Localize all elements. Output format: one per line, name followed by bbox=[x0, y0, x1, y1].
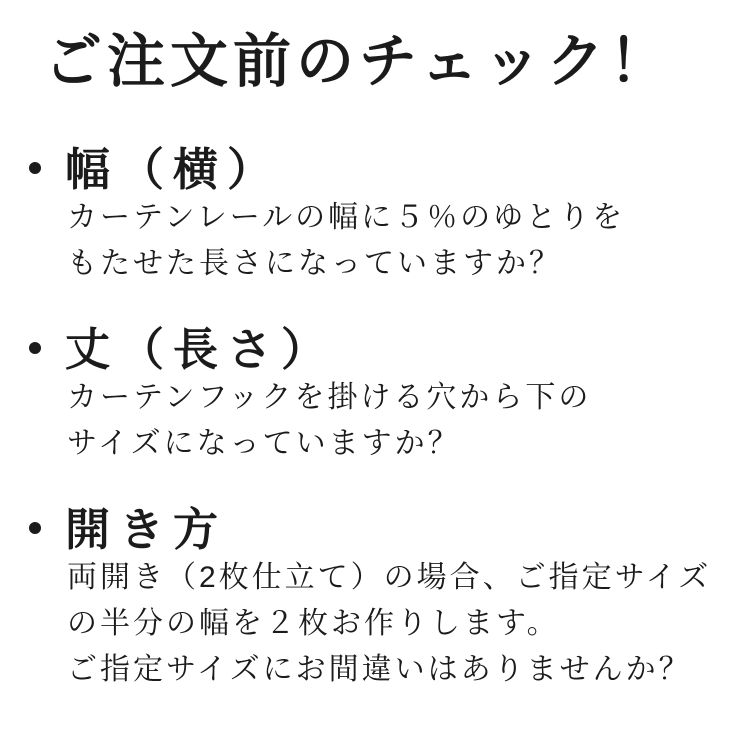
section-opening-style bbox=[65, 505, 711, 693]
body-line: カーテンレールの幅に５％のゆとりを bbox=[67, 201, 626, 234]
bullet-dot-icon bbox=[29, 162, 41, 174]
body-line: もたせた長さになっていますか？ bbox=[67, 247, 562, 280]
body-line: サイズになっていますか？ bbox=[67, 427, 461, 460]
section-opening-style-heading: 開き方 bbox=[65, 504, 228, 555]
section-opening-style-body bbox=[65, 555, 711, 693]
section-length-body bbox=[65, 375, 591, 467]
page-title: ご注文前のチェック！ bbox=[44, 29, 673, 94]
body-line: カーテンフックを掛ける穴から下の bbox=[67, 381, 592, 414]
body-line: 両開き（2枚仕立て）の場合、ご指定サイズ bbox=[67, 561, 712, 594]
section-width-heading: 幅（横） bbox=[65, 144, 282, 195]
bullet-dot-icon bbox=[29, 522, 41, 534]
section-length bbox=[65, 325, 591, 467]
bullet-dot-icon bbox=[29, 342, 41, 354]
section-width-body bbox=[65, 195, 625, 287]
section-length-heading: 丈（長さ） bbox=[65, 324, 336, 375]
body-line: ご指定サイズにお間違いはありませんか？ bbox=[67, 653, 692, 686]
section-width bbox=[65, 145, 625, 287]
body-line: の半分の幅を２枚お作りします。 bbox=[67, 607, 560, 640]
